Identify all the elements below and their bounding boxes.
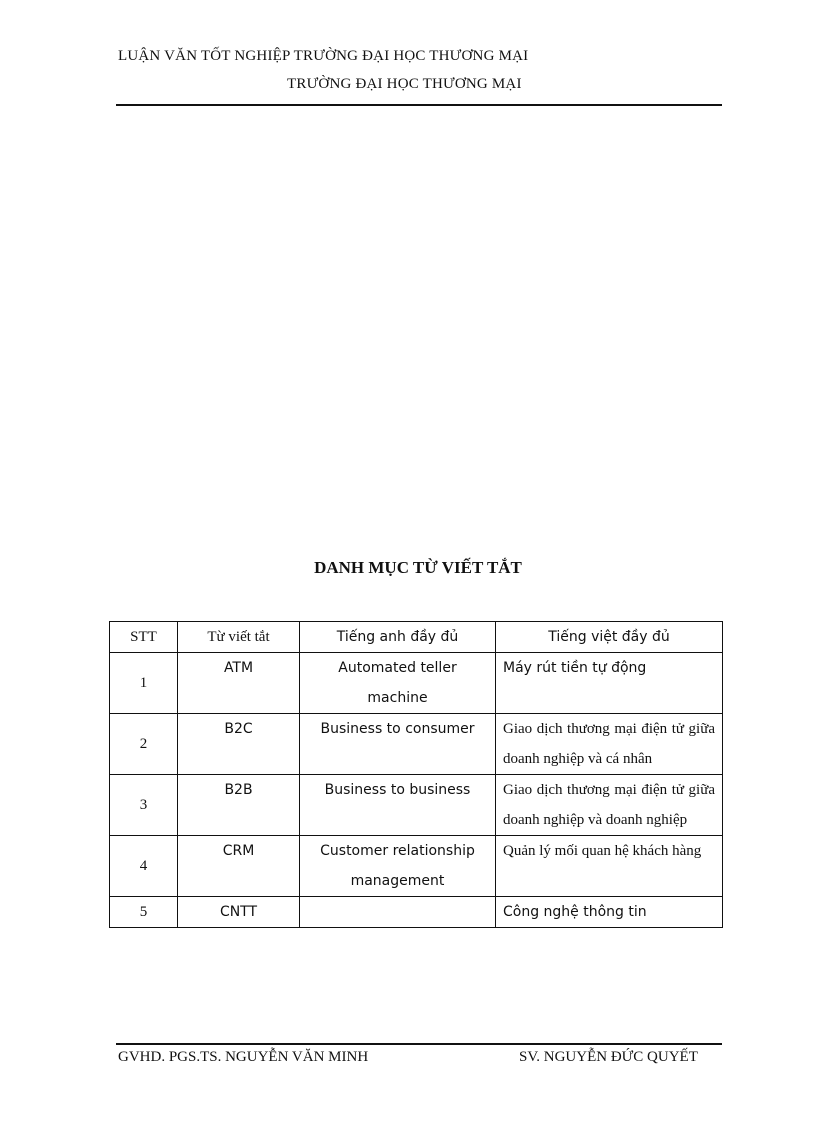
- table-row: [110, 897, 723, 928]
- header-vietnamese: Tiếng việt đầy đủ: [496, 622, 723, 653]
- abbreviation-table: [109, 621, 723, 928]
- cell-vietnamese: Giao dịch thương mại điện tử giữa doanh nghiệp và cá nhân: [496, 714, 723, 775]
- footer-divider: [116, 1043, 722, 1045]
- header-title-line1: LUẬN VĂN TỐT NGHIỆP TRƯỜNG ĐẠI HỌC THƯƠNG MẠI: [118, 48, 529, 64]
- cell-english: [300, 897, 496, 928]
- footer-supervisor: GVHD. PGS.TS. NGUYỄN VĂN MINH: [118, 1049, 369, 1065]
- cell-english: Business to business: [300, 775, 496, 836]
- table-row: [110, 836, 723, 897]
- page-title: DANH MỤC TỪ VIẾT TẮT: [314, 558, 522, 577]
- cell-english: Automated teller machine: [300, 653, 496, 714]
- cell-abbreviation: B2B: [178, 775, 300, 836]
- header-english: Tiếng anh đầy đủ: [300, 622, 496, 653]
- table-row: [110, 775, 723, 836]
- cell-abbreviation: B2C: [178, 714, 300, 775]
- table-row: [110, 653, 723, 714]
- cell-stt: 4: [110, 836, 178, 897]
- cell-stt: 5: [110, 897, 178, 928]
- cell-vietnamese: Giao dịch thương mại điện tử giữa doanh nghiệp và doanh nghiệp: [496, 775, 723, 836]
- header-stt: STT: [110, 622, 178, 653]
- header-divider: [116, 104, 722, 106]
- cell-abbreviation: CRM: [178, 836, 300, 897]
- table-header-row: [110, 622, 723, 653]
- cell-vietnamese: Công nghệ thông tin: [496, 897, 723, 928]
- cell-stt: 2: [110, 714, 178, 775]
- cell-stt: 1: [110, 653, 178, 714]
- cell-english: Business to consumer: [300, 714, 496, 775]
- cell-vietnamese: Quản lý mối quan hệ khách hàng: [496, 836, 723, 897]
- cell-abbreviation: CNTT: [178, 897, 300, 928]
- header-title-line2: TRƯỜNG ĐẠI HỌC THƯƠNG MẠI: [287, 76, 522, 92]
- header-abbreviation: Từ viết tắt: [178, 622, 300, 653]
- cell-english: Customer relationship management: [300, 836, 496, 897]
- cell-abbreviation: ATM: [178, 653, 300, 714]
- table-row: [110, 714, 723, 775]
- cell-vietnamese: Máy rút tiền tự động: [496, 653, 723, 714]
- cell-stt: 3: [110, 775, 178, 836]
- footer-student: SV. NGUYỄN ĐỨC QUYẾT: [519, 1049, 698, 1065]
